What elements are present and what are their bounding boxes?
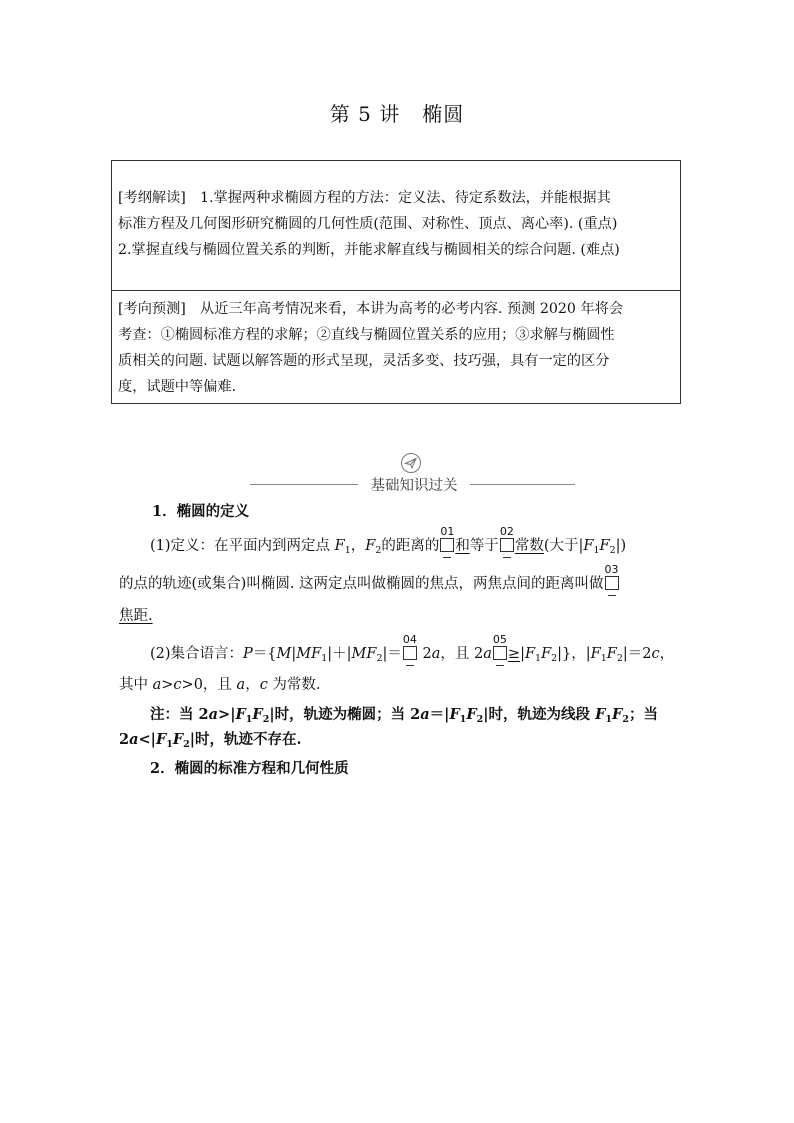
text: F <box>172 731 184 748</box>
overview-table <box>111 160 681 404</box>
forecast-line: [考向预测] 从近三年高考情况来看，本讲为高考的必考内容. 预测 2020 年将会 <box>118 301 624 317</box>
text: F <box>524 646 536 662</box>
heading-text: 2．椭圆的标准方程和几何性质 <box>150 760 349 777</box>
syllabus-line: 2.掌握直线与椭圆位置关系的判断，并能求解直线与椭圆相关的综合问题. (难点) <box>118 242 620 258</box>
condition-text <box>119 673 321 694</box>
text: MF <box>351 646 377 662</box>
blank-number: 03 <box>604 563 619 576</box>
set-language-text <box>150 633 675 664</box>
text: |＝ <box>382 646 402 662</box>
text: F <box>235 706 246 723</box>
page-title <box>0 98 794 127</box>
subscript: 1 <box>593 545 600 556</box>
text: > <box>161 677 174 693</box>
answer-text: 焦距. <box>119 608 153 624</box>
section-header <box>250 452 575 502</box>
text: |}，| <box>557 646 591 662</box>
subscript: 2 <box>183 739 190 750</box>
text: (大于| <box>543 538 584 554</box>
paper-plane-icon <box>400 452 422 474</box>
text: 其中 <box>119 677 153 693</box>
answer-blank-04 <box>402 633 417 660</box>
text: |) <box>615 538 627 554</box>
subscript: 1 <box>600 653 607 664</box>
text: F <box>334 538 345 554</box>
text: a <box>420 706 430 723</box>
forecast-line: 质相关的问题. 试题以解答题的形式呈现，灵活多变、技巧强，具有一定的区分 <box>118 353 610 369</box>
text: F <box>606 646 617 662</box>
subscript: 1 <box>344 545 351 556</box>
text: a <box>208 706 219 723</box>
subscript: 2 <box>375 545 382 556</box>
text: 注：当 2 <box>150 706 209 723</box>
text: 等于 <box>469 538 499 554</box>
section-title: 基础知识过关 <box>370 478 458 494</box>
blank-number: 05 <box>492 633 507 646</box>
subscript: 2 <box>622 714 629 725</box>
text: 2 <box>417 646 432 662</box>
text: F <box>466 706 477 723</box>
text: ；当 <box>628 706 658 723</box>
syllabus-line: 标准方程及几何图形研究椭圆的几何性质(范围、对称性、顶点、离心率). (重点) <box>118 216 618 232</box>
text: F <box>599 538 610 554</box>
text: 的点的轨迹(或集合)叫椭圆. 这两定点叫做椭圆的焦点，两焦点间的距离叫做 <box>119 576 604 592</box>
text: >| <box>218 706 236 723</box>
text: F <box>155 731 167 748</box>
text: a <box>236 677 246 693</box>
text: a <box>431 646 441 662</box>
text: |时，轨迹为椭圆；当 2 <box>269 706 421 723</box>
answer-blank-01 <box>440 525 455 552</box>
text: >0，且 <box>181 677 237 693</box>
blank-number: 01 <box>440 525 455 538</box>
text: a <box>483 646 492 662</box>
answer-text: 和 <box>455 538 470 554</box>
text: F <box>612 706 623 723</box>
text: | <box>291 646 297 662</box>
heading-text: 1．椭圆的定义 <box>152 503 250 520</box>
text: F <box>541 646 552 662</box>
text: F <box>252 706 263 723</box>
subscript: 2 <box>376 653 383 664</box>
subscript: 1 <box>459 714 467 725</box>
text: (2)集合语言： <box>150 646 244 662</box>
text: c <box>259 677 268 693</box>
answer-text: ≥ <box>507 646 521 662</box>
syllabus-text <box>118 185 676 263</box>
subscript: 2 <box>262 714 270 725</box>
text: F <box>449 706 460 723</box>
definition-text <box>119 563 620 593</box>
blank-number: 02 <box>499 525 514 538</box>
text: |＝2 <box>622 646 652 662</box>
syllabus-row <box>112 161 680 291</box>
text: c <box>173 677 182 693</box>
text: P <box>243 646 253 662</box>
forecast-line: 度，试题中等偏难. <box>118 379 237 395</box>
text: |时，轨迹为线段 <box>483 706 596 723</box>
text: (1)定义：在平面内到两定点 <box>150 538 335 554</box>
text: F <box>590 646 601 662</box>
text: | <box>520 646 525 662</box>
text: 2 <box>119 731 130 748</box>
text: M <box>276 646 292 662</box>
subscript: 1 <box>605 714 613 725</box>
answer-text: 常数 <box>514 538 544 554</box>
answer-blank-05 <box>492 633 507 660</box>
blank-number: 04 <box>402 633 417 646</box>
text: ， <box>659 646 675 662</box>
forecast-text <box>118 296 676 400</box>
text: |时，轨迹不存在. <box>189 731 302 748</box>
subscript: 2 <box>551 653 558 664</box>
divider-right <box>470 484 575 485</box>
text: ， <box>245 677 260 693</box>
lecture-topic: 椭圆 <box>422 102 465 126</box>
subscript: 2 <box>609 545 616 556</box>
text: ＝{ <box>252 646 277 662</box>
text: ，且 2 <box>440 646 484 662</box>
note-text <box>150 703 658 724</box>
text: ＝| <box>429 706 450 723</box>
subscript: 1 <box>535 653 542 664</box>
text: ， <box>350 538 366 554</box>
note-text <box>119 728 302 749</box>
subscript: 1 <box>166 739 173 750</box>
text: a <box>129 731 139 748</box>
text: 为常数. <box>267 677 321 693</box>
text: a <box>152 677 162 693</box>
divider-left <box>250 484 358 485</box>
subscript: 1 <box>321 653 328 664</box>
text: 的距离的 <box>381 538 440 554</box>
text: F <box>365 538 376 554</box>
syllabus-line: [考纲解读] 1.掌握两种求椭圆方程的方法：定义法、待定系数法，并能根据其 <box>118 190 611 206</box>
subscript: 2 <box>476 714 484 725</box>
text: |＋| <box>327 646 352 662</box>
text: <| <box>138 731 156 748</box>
answer-blank-02 <box>499 525 514 552</box>
subscript: 1 <box>245 714 253 725</box>
answer-blank-03 <box>604 563 619 590</box>
text: MF <box>296 646 322 662</box>
definition-text <box>150 525 627 556</box>
lecture-number: 第 5 讲 <box>329 102 401 126</box>
forecast-line: 考查：①椭圆标准方程的求解；②直线与椭圆位置关系的应用；③求解与椭圆性 <box>118 327 615 343</box>
text: F <box>583 538 594 554</box>
subscript: 2 <box>616 653 623 664</box>
text: c <box>651 646 660 662</box>
text: F <box>595 706 606 723</box>
